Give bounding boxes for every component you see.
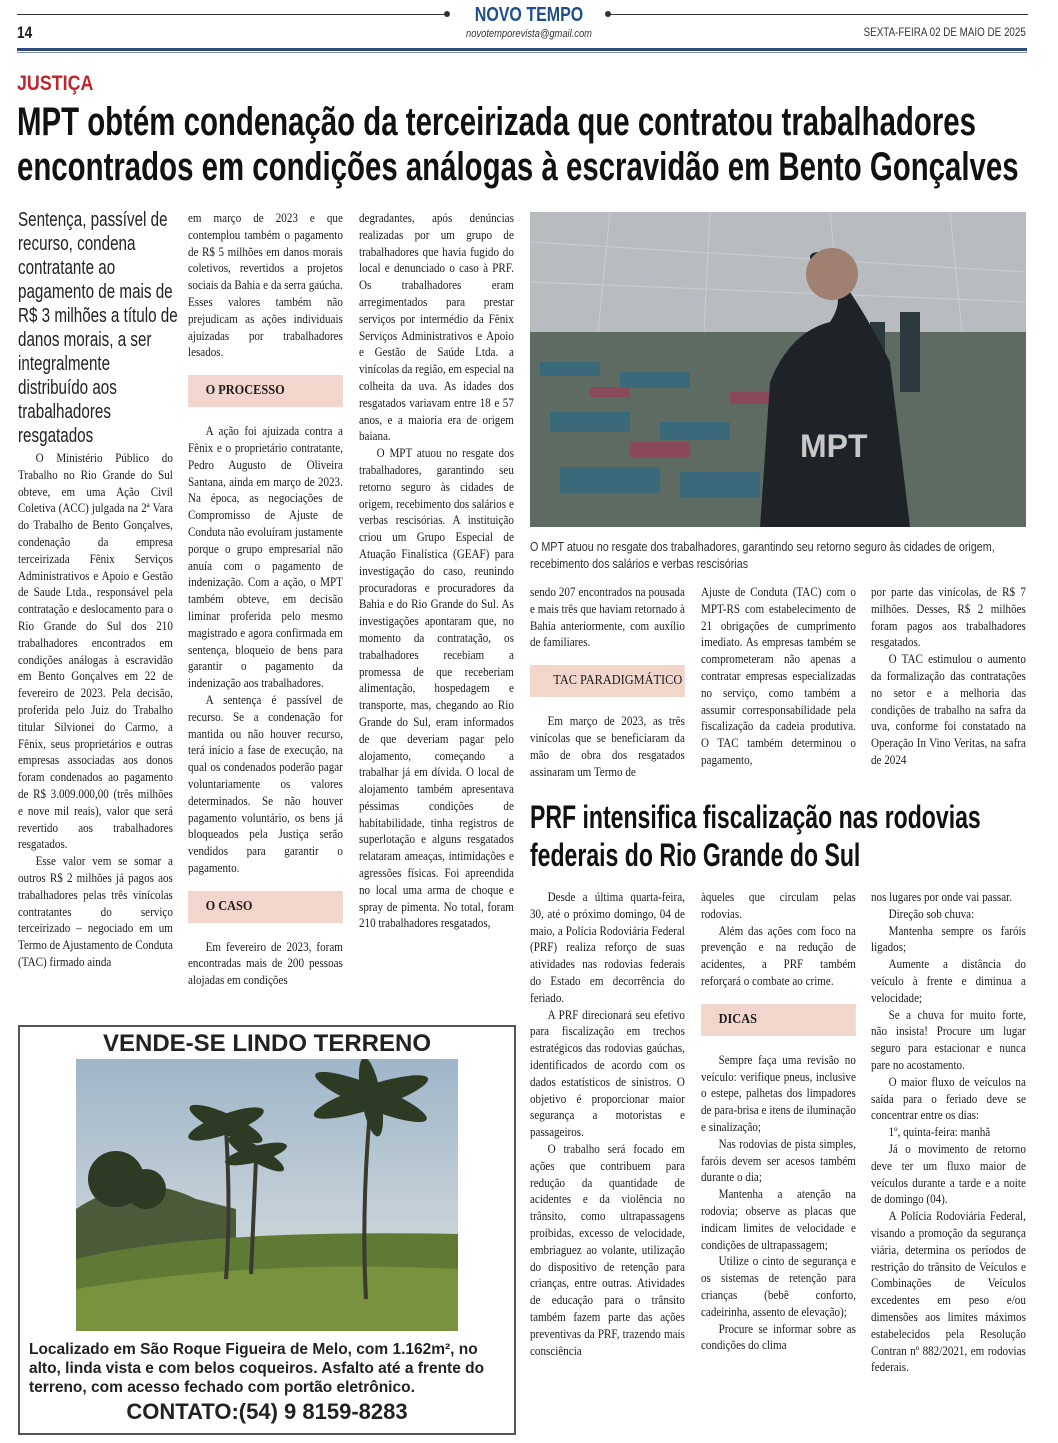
article-photo [530, 212, 1026, 527]
paragraph: Se a chuva for muito forte, não insista! Procure um lugar seguro para estacionar e nunca pare no acostamento. [871, 1007, 1026, 1072]
article-column [871, 584, 1026, 769]
paragraph: A PRF direcionará seu efetivo para fiscalização em trechos estratégicos das rodovias gaúchas, identificados de acordo com os dados estatísticos de sinistros. O objetivo é proporcionar maior segurança a motoristas e passageiros. [530, 1007, 685, 1140]
article-column [359, 210, 514, 932]
headline-line: encontrados em condições análogas à escravidão em Bento Gonçalves [17, 145, 1019, 189]
photo-caption: O MPT atuou no resgate dos trabalhadores, garantindo seu retorno seguro às cidades de origem, recebimento dos salários e verbas rescisórias [530, 540, 995, 571]
paragraph: Além das ações com foco na prevenção e na redução de acidentes, a PRF também reforçará o combate ao crime. [701, 923, 856, 988]
photo-vest-label: MPT [800, 428, 868, 464]
paragraph: A sentença é passível de recurso. Se a condenação for mantida ou não houver recurso, terá início a fase de execução, na qual os condenados poderão pagar voluntariamente os valores determinados. Se não houver pagamento voluntário, os bens já bloqueados pela Justiça serão vendidos para garantir o pagamento. [188, 692, 343, 875]
rescue-scene-image [530, 212, 1026, 527]
paragraph: Utilize o cinto de segurança e os sistemas de retenção para crianças (bebê conforto, cadeirinha, assento de elevação); [701, 1254, 856, 1319]
paragraph: Já o movimento de retorno deve ter um fluxo maior de veículos durante a tarde e a noite de domingo (04). [871, 1141, 1026, 1207]
article-column [530, 889, 685, 1359]
article-deck: Sentença, passível de recurso, condena contratante ao pagamento de mais de R$ 3 milhões a título de danos morais, a ser integralmente distribuído aos trabalhadores resgatados [18, 209, 178, 447]
paragraph: Mantenha sempre os faróis ligados; [871, 923, 1026, 955]
paragraph: O Ministério Público do Trabalho no Rio Grande do Sul obteve, em uma Ação Civil Coletiva (ACC) julgada na 2ª Vara do Trabalho de Bento Gonçalves, condenação da empresa terceirizada Fênix Serviços Administrativos e Apoio e Gestão de Saude Ltda., responsável pela contratação e deslocamento para o Rio Grande do Sul dos 210 trabalhadores encontrados em condições análogas à escravidão em Bento Gonçalves em 22 de fevereiro de 2023. Pela decisão, proferida pelo Juiz do Trabalho titular Silvionei do Carmo, a Fênix, seus proprietários e outras empresas associadas aos donos foram condenados ao pagamento de R$ 3.009.000,00 (três milhões e nove mil reais), valor que será revertido aos trabalhadores resgatados. [18, 451, 173, 852]
paragraph: por parte das vinícolas, de R$ 7 milhões. Desses, R$ 2 milhões foram pagos aos trabalhadores resgatados. [871, 585, 1026, 650]
header-divider-thin [17, 52, 1027, 53]
paragraph: Em fevereiro de 2023, foram encontradas mais de 200 pessoas alojadas em condições [188, 939, 343, 988]
article-column [188, 210, 343, 989]
paragraph: degradantes, após denúncias realizadas por um grupo de trabalhadores que havia fugido do local e denunciado o caso à PRF. Os trabalhadores eram arregimentados para prestar serviços por intermédio da Fênix Serviços Administrativos e Apoio e Gestão de Saúde Ltda. a vinícolas da região, em especial na colheita da uva. As idades dos resgatados variavam entre 18 e 57 anos, e a maioria era de origem baiana. [359, 211, 514, 444]
palm-trees-image [76, 1059, 458, 1331]
subheading: DICAS [701, 1004, 856, 1036]
paragraph: Nas rodovias de pista simples, faróis devem ser acesos também durante o dia; [701, 1136, 856, 1185]
article-column [701, 584, 856, 769]
paragraph: Direção sob chuva: [888, 906, 975, 921]
paragraph: O MPT atuou no resgate dos trabalhadores, garantindo seu retorno seguro às cidades de origem, recebimento dos salários e verbas rescisórias. A instituição criou um Grupo Especial de Atuação Finalística (GEAF) para investigação do caso, reunindo procuradoras e procuradores da Bahia e do Rio Grande do Sul. As investigações apontaram que, no momento da contratação, os trabalhadores recebiam a promessa de que receberiam alimentação, hospedagem e transporte, mas, chegando ao Rio Grande do Sul, eram informados de que deveriam pagar pelo alojamento, começando a trabalhar já em dívida. O local de alojamento também apresentava péssimas condições de habitabilidade, tinha registros de superlotação e alguns resgatados relataram ameaças, intimidações e agressões físicas. Foi apreendida no local uma arma de choque e spray de pimenta. No total, foram 210 trabalhadores resgatados, [359, 446, 514, 931]
headline-line: PRF intensifica fiscalização nas rodovias [530, 799, 981, 835]
paragraph: A ação foi ajuizada contra a Fênix e o proprietário contratante, Pedro Augusto de Oliveira Santana, ainda em março de 2023. Na época, as negociações de Compromisso de Ajuste de Conduta não evoluíram justamente porque o grupo empresarial não anuía com o pagamento de indenização. Com a ação, o MPT também obteve, em decisão liminar proferida pelo mesmo magistrado e agora confirmada em sentença, bloqueio de bens para garantir o pagamento da indenização aos trabalhadores. [188, 424, 343, 691]
paragraph: Mantenha a atenção na rodovia; observe as placas que indicam limites de velocidade e condições de ultrapassagem; [701, 1187, 856, 1252]
paragraph: O trabalho será focado em ações que contribuem para redução da quantidade de acidentes e da violência no trânsito, como ultrapassagens proibidas, excesso de velocidade, embriaguez ao volante, utilização do dispositivo de retenção para crianças, entre outras. Atividades de educação para o trânsito também fazem parte das ações preventivas da PRF, trazendo mais consciência [530, 1141, 685, 1358]
paragraph: A Polícia Rodoviária Federal, visando a promoção da segurança viária, determina os períodos de restrição do trânsito de Veículos e Combinações de Veículos excedentes em peso e/ou dimensões aos limites máximos estabelecidos pela Resolução Contran nº 882/2021, em rodovias federais. [871, 1209, 1026, 1375]
paragraph: Sempre faça uma revisão no veículo: verifique pneus, inclusive o estepe, palhetas dos limpadores de para-brisa e itens de iluminação e sinalização; [701, 1052, 856, 1134]
contact-email: novotemporevista@gmail.com [466, 28, 592, 40]
article-column [701, 889, 856, 1354]
paragraph: Esse valor vem se somar a outros R$ 2 milhões já pagos aos trabalhadores pelas três vinícolas contratantes do serviço terceirizado – negociado em um Termo de Ajustamento de Conduta (TAC) firmado ainda [18, 854, 173, 969]
subheading: O CASO [188, 891, 343, 923]
classified-ad [18, 1025, 516, 1435]
subheading: O PROCESSO [188, 375, 343, 407]
article-headline [530, 798, 981, 874]
paragraph: nos lugares por onde vai passar. [871, 890, 1012, 904]
paragraph: Procure se informar sobre as condições do clima [701, 1321, 856, 1353]
header-divider [17, 48, 1027, 51]
ad-contact-phone[interactable]: CONTATO:(54) 9 8159-8283 [126, 1399, 408, 1424]
paragraph: Em março de 2023, as três vinícolas que se beneficiaram da mão de obra dos resgatados assinaram um Termo de [530, 714, 685, 779]
article-column [530, 584, 685, 780]
paragraph: em março de 2023 e que contemplou também o pagamento de R$ 5 milhões em danos morais coletivos, revertidos a projetos sociais da Bahia e da serra gaúcha. Esses valores também não prejudicam as ações individuais ajuizadas por trabalhadores lesados. [188, 211, 343, 360]
subheading: TAC PARADIGMÁTICO [530, 665, 685, 697]
ad-title: VENDE-SE LINDO TERRENO [102, 1030, 432, 1057]
land-photo [76, 1059, 458, 1331]
publication-name: NOVO TEMPO [474, 4, 584, 26]
paragraph: àqueles que circulam pelas rodovias. [701, 890, 856, 921]
paragraph: Desde a última quarta-feira, 30, até o próximo domingo, 04 de maio, a Polícia Rodoviária Federal (PRF) realiza reforço de suas atividades nas rodovias federais do Estado em decorrência do feriado. [530, 890, 685, 1005]
section-label: JUSTIÇA [17, 72, 94, 95]
page-number: 14 [17, 23, 33, 42]
paragraph: O maior fluxo de veículos na saída para o feriado deve se concentrar entre os dias: [871, 1074, 1026, 1123]
article-headline [17, 100, 1019, 190]
paragraph: Ajuste de Conduta (TAC) com o MPT-RS com estabelecimento de 21 obrigações de cumprimento imediato. As empresas também se comprometeram não apenas a contratar empresas especializadas no serviço, como também a assumir corresponsabilidade pela fiscalização da cadeia produtiva. O TAC também determinou o pagamento, [701, 585, 856, 767]
headline-line: federais do Rio Grande do Sul [530, 837, 861, 873]
paragraph: O TAC estimulou o aumento da formalização das contratações no setor e a melhoria das condições de trabalho na safra da uva, conforme foi constatado na Operação In Vino Veritas, na safra de 2024 [871, 652, 1026, 767]
paragraph: sendo 207 encontrados na pousada e mais três que haviam retornado à Bahia anteriormente, com auxílio de familiares. [530, 585, 685, 650]
article-column [18, 450, 173, 971]
issue-date: SEXTA-FEIRA 02 DE MAIO DE 2025 [863, 25, 1026, 39]
headline-line: MPT obtém condenação da terceirizada que contratou trabalhadores [17, 100, 976, 144]
paragraph: 1º, quinta-feira: manhã [888, 1125, 991, 1140]
paragraph: Aumente a distância do veículo à frente e diminua a velocidade; [871, 957, 1026, 1005]
ad-description: Localizado em São Roque Figueira de Melo, com 1.162m², no alto, linda vista e com belos coqueiros. Asfalto até a frente do terreno, com acesso fechado com portão eletrônico. [29, 1341, 485, 1396]
article-column [871, 889, 1026, 1376]
